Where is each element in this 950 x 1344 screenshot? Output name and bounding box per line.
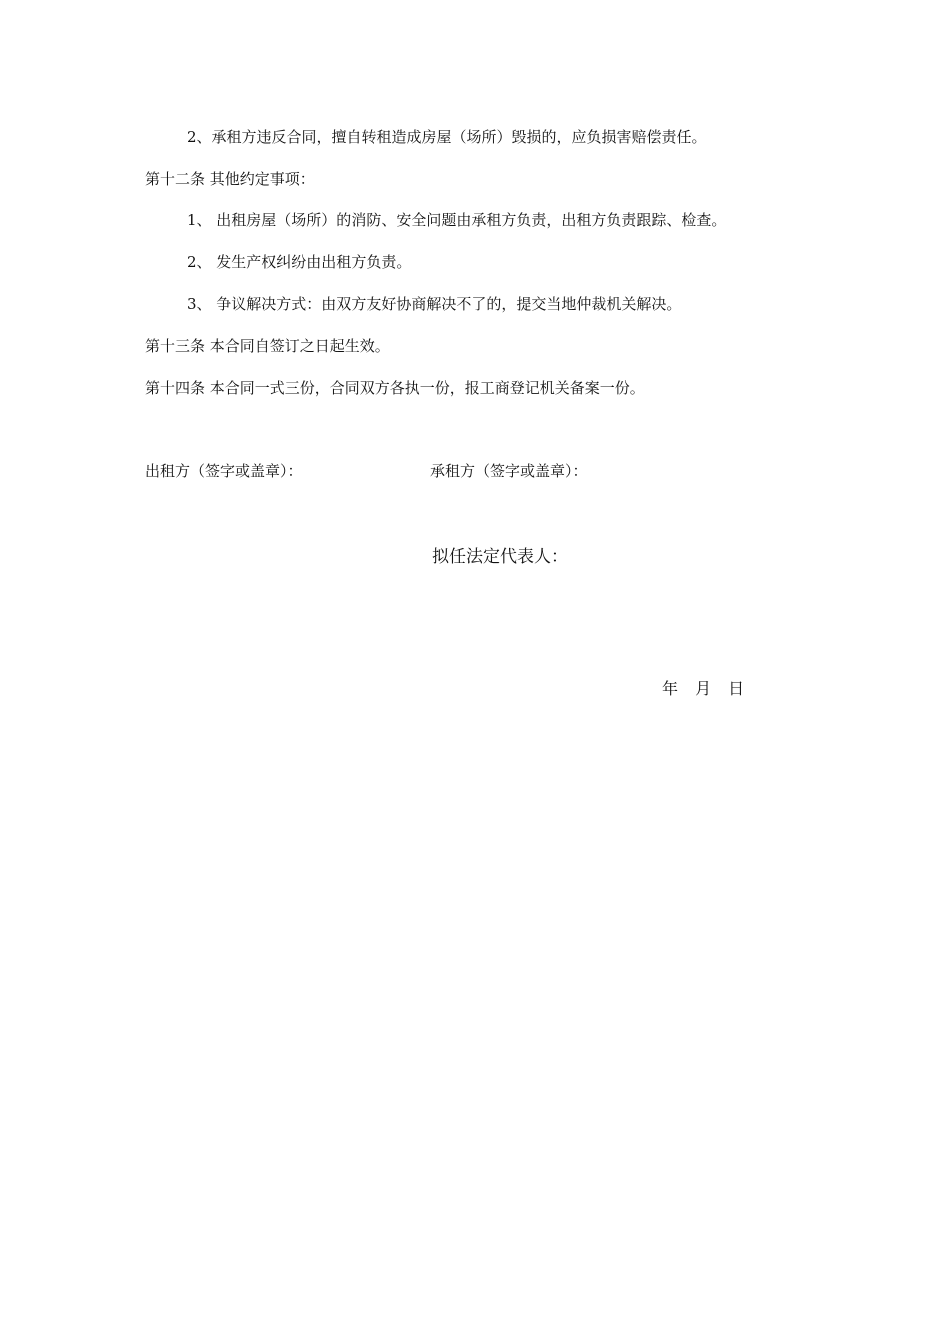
clause-property-dispute: 2、 发生产权纠纷由出租方负责。 xyxy=(187,253,412,271)
article-12-heading: 第十二条 其他约定事项： xyxy=(145,170,315,188)
article-13: 第十三条 本合同自签订之日起生效。 xyxy=(145,337,390,355)
clause-dispute-resolution: 3、 争议解决方式：由双方友好协商解决不了的，提交当地仲裁机关解决。 xyxy=(187,295,682,313)
clause-fire-safety: 1、 出租房屋（场所）的消防、安全问题由承租方负责，出租方负责跟踪、检查。 xyxy=(187,211,727,229)
article-14: 第十四条 本合同一式三份，合同双方各执一份，报工商登记机关备案一份。 xyxy=(145,379,645,397)
clause-breach-sublease: 2、承租方违反合同，擅自转租造成房屋（场所）毁损的，应负损害赔偿责任。 xyxy=(187,128,707,146)
lessee-signature-label: 承租方（签字或盖章）： xyxy=(430,462,588,480)
legal-representative-label: 拟任法定代表人： xyxy=(432,547,568,567)
lessor-signature-label: 出租方（签字或盖章）： xyxy=(145,462,303,480)
signing-date: 年 月 日 xyxy=(662,679,745,698)
